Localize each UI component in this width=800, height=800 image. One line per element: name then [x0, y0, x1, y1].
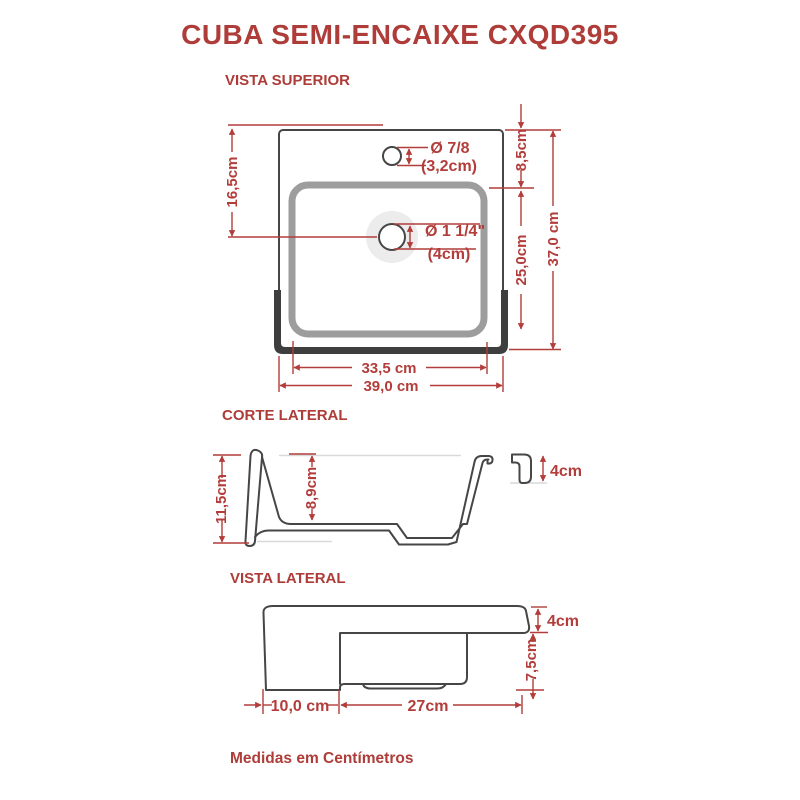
dim-section-total-height: 11,5cm [213, 473, 230, 525]
page-title: CUBA SEMI-ENCAIXE CXQD395 [181, 19, 619, 50]
heading-vista-lateral: VISTA LATERAL [230, 570, 346, 587]
dim-side-bowl-length: 27cm [407, 698, 449, 715]
dim-section-rim-height: 4cm [549, 463, 583, 480]
dim-side-back-extension: 10,0 cm [270, 698, 330, 715]
dim-faucet-diameter-cm: (3,2cm) [420, 158, 478, 175]
dim-total-width: 39,0 cm [363, 378, 419, 395]
section-rear-flange [512, 455, 531, 484]
dim-total-depth: 37,0 cm [545, 211, 562, 267]
section-inner-surface [262, 457, 489, 538]
dim-side-bowl-height: 7,5cm [523, 638, 540, 682]
section-view [213, 450, 582, 546]
heading-vista-superior: VISTA SUPERIOR [225, 72, 351, 89]
dim-section-inner-depth: 8,9cm [303, 466, 320, 510]
dim-basin-depth: 25,0cm [513, 234, 530, 286]
dim-basin-width: 33,5 cm [361, 360, 417, 377]
dim-edge-to-basin: 8,5cm [513, 128, 530, 172]
section-front-skirt [245, 450, 262, 546]
units-note: Medidas em Centímetros [230, 750, 414, 767]
top-view [224, 104, 562, 395]
dim-side-rim-height: 4cm [546, 613, 580, 630]
dim-faucet-diameter-in: Ø 7/8 [430, 140, 470, 157]
heading-corte-lateral: CORTE LATERAL [222, 407, 348, 424]
dim-height-to-drain: 16,5cm [224, 156, 241, 208]
side-outline [263, 606, 529, 690]
side-view [244, 606, 579, 715]
drain-hole [379, 224, 405, 250]
faucet-hole [383, 147, 401, 165]
dim-drain-diameter-cm: (4cm) [427, 246, 471, 263]
dim-drain-diameter-in: Ø 1 1/4" [424, 223, 486, 240]
